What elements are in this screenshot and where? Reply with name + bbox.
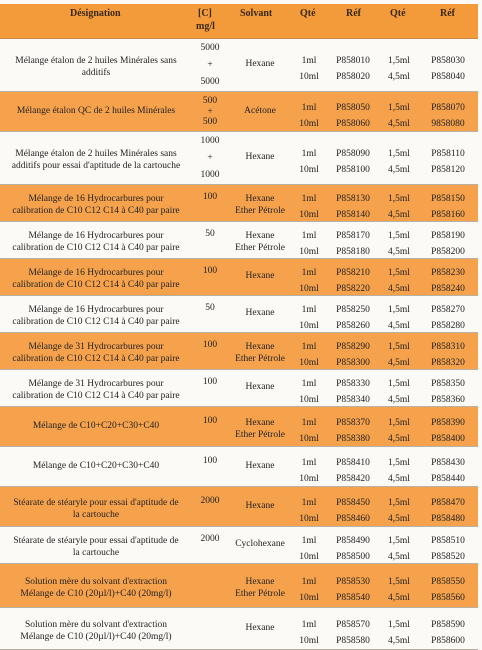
ref-4: P858200 [431,247,465,257]
table-row [0,296,478,333]
qty-3: 1,5ml [388,194,410,204]
qty-4: 4,5ml [388,284,410,294]
conc-value: 2000 [200,534,220,544]
solvent-2: Ether Pétrole [235,354,285,364]
ref-4: P858480 [431,514,465,524]
qty-1: 1ml [301,498,317,508]
designation-line-2: la cartouche [72,510,120,520]
qty-4: 4,5ml [388,395,410,405]
designation-line-2: calibration de C10 C12 C14 à C40 par paire [12,317,180,327]
qty-2: 10ml [299,72,319,82]
ref-3: P858470 [431,498,465,508]
ref-4: P858520 [431,552,465,562]
ref-1: P858210 [336,268,370,278]
qty-3: 1,5ml [388,268,410,278]
ref-3: P858510 [431,536,465,546]
qty-1: 1ml [301,418,317,428]
conc-value: 100 [202,340,218,350]
solvent-1: Hexane [245,623,275,633]
solvent-2: Ether Pétrole [235,243,285,253]
conc-value: 100 [202,377,218,387]
designation-line-1: Stéarate de stéaryle pour essai d'aptitude de [13,536,179,546]
qty-4: 4,5ml [388,593,410,603]
designation-line-1: Mélange de 31 Hydrocarbures pour [28,379,164,389]
designation-line-2: Mélange de C10 (20µl/l)+C40 (20mg/l) [20,589,172,599]
designation-line-1: Solution mère du solvant d'extraction [24,620,168,630]
header-qte2: Qté [390,8,406,19]
ref-2: P858140 [336,210,370,220]
ref-1: P858050 [336,103,370,113]
qty-4: 4,5ml [388,165,410,175]
ref-4: P858360 [431,395,465,405]
solvent-1: Hexane [245,194,275,204]
table-header [0,4,478,39]
solvent-1: Hexane [245,501,275,511]
ref-3: P858190 [431,231,465,241]
qty-3: 1,5ml [388,342,410,352]
ref-3: P858030 [431,56,465,66]
conc-value: 100 [202,416,218,426]
header-conc-unit: mg/l [196,21,215,32]
ref-4: 9858080 [431,119,465,129]
designation-line-2: Mélange de C10 (20µl/l)+C40 (20mg/l) [20,632,172,642]
ref-3: P858350 [431,379,465,389]
ref-1: P858010 [336,56,370,66]
table-row [0,259,478,296]
ref-1: P858290 [336,342,370,352]
conc-value: 2000 [200,496,220,506]
designation-line-2: additifs [81,68,111,78]
ref-3: P858070 [431,103,465,113]
ref-3: P858150 [431,194,465,204]
ref-1: P858370 [336,418,370,428]
table-row [0,92,478,132]
qty-2: 10ml [299,165,319,175]
header-ref2: Réf [440,8,455,19]
qty-4: 4,5ml [388,247,410,257]
table-row [0,39,478,92]
designation-line-1: Stéarate de stéaryle pour essai d'aptitude de [13,498,179,508]
qty-4: 4,5ml [388,321,410,331]
header-conc: [C] [198,8,212,19]
ref-3: P858590 [431,620,465,630]
table-row [0,564,478,608]
solvent-1: Hexane [245,418,275,428]
qty-2: 10ml [299,514,319,524]
qty-3: 1,5ml [388,231,410,241]
qty-4: 4,5ml [388,552,410,562]
ref-3: P858550 [431,577,465,587]
qty-1: 1ml [301,231,317,241]
solvent-1: Hexane [245,342,275,352]
conc-value: 50 [205,303,215,313]
qty-3: 1,5ml [388,418,410,428]
ref-4: P858160 [431,210,465,220]
table-row [0,527,478,564]
ref-2: P858540 [336,593,370,603]
designation-line-1: Mélange étalon de 2 huiles Minérales sans [15,149,177,159]
qty-1: 1ml [301,305,317,315]
ref-1: P858090 [336,149,370,159]
designation-line-2: calibration de C10 C12 C14 à C40 par paire [12,280,180,290]
solvent-1: Hexane [245,59,275,69]
designation-line-2: la cartouche [72,548,120,558]
header-ref1: Réf [346,8,361,19]
qty-3: 1,5ml [388,536,410,546]
qty-1: 1ml [301,379,317,389]
ref-2: P858180 [336,247,370,257]
header-designation: Désignation [70,8,121,19]
ref-1: P858530 [336,577,370,587]
ref-4: P858400 [431,434,465,444]
designation-line-1: Mélange de 16 Hydrocarbures pour [28,231,164,241]
qty-1: 1ml [301,56,317,66]
ref-3: P858390 [431,418,465,428]
solvent-1: Acétone [244,106,276,116]
qty-2: 10ml [299,395,319,405]
conc-value: 5000 [200,43,220,53]
qty-1: 1ml [301,268,317,278]
solvent-1: Hexane [245,577,275,587]
qty-2: 10ml [299,474,319,484]
designation-line-2: calibration de C10 C12 C14 à C40 par paire [12,391,180,401]
qty-4: 4,5ml [388,434,410,444]
designation-line-2: additifs pour essai d'aptitude de la cartouche [11,161,181,171]
table-row [0,370,478,407]
qty-4: 4,5ml [388,514,410,524]
ref-3: P858230 [431,268,465,278]
qty-3: 1,5ml [388,103,410,113]
ref-1: P858490 [336,536,370,546]
ref-2: P858220 [336,284,370,294]
designation-line-2: calibration de C10 C12 C14 à C40 par paire [12,243,180,253]
solvent-2: Ether Pétrole [235,589,285,599]
table-row [0,333,478,370]
designation-line-1: Mélange de 31 Hydrocarbures pour [28,342,164,352]
qty-1: 1ml [301,194,317,204]
table-row [0,447,478,487]
qty-3: 1,5ml [388,379,410,389]
conc-value-2: 500 [202,117,218,127]
ref-2: P858420 [336,474,370,484]
ref-4: P858560 [431,593,465,603]
conc-value-2: 5000 [200,77,220,87]
designation-line-1: Mélange de 16 Hydrocarbures pour [28,268,164,278]
designation-line-1: Mélange étalon de 2 huiles Minérales sans [15,56,177,66]
qty-4: 4,5ml [388,210,410,220]
designation-line-1: Mélange de 16 Hydrocarbures pour [28,305,164,315]
qty-1: 1ml [301,620,317,630]
qty-1: 1ml [301,149,317,159]
conc-value: 50 [205,229,215,239]
ref-4: P858600 [431,636,465,646]
conc-value: 100 [202,192,218,202]
qty-4: 4,5ml [388,358,410,368]
product-table [0,4,478,650]
qty-3: 1,5ml [388,56,410,66]
table-row [0,185,478,222]
solvent-1: Hexane [245,231,275,241]
solvent-1: Hexane [245,308,275,318]
conc-value: 1000 [200,136,220,146]
ref-1: P858570 [336,620,370,630]
conc-plus: + [207,107,213,117]
ref-3: P858310 [431,342,465,352]
ref-1: P858410 [336,458,370,468]
qty-1: 1ml [301,577,317,587]
table-row [0,407,478,447]
ref-2: P858260 [336,321,370,331]
table-row [0,222,478,259]
designation-line-1: Mélange étalon QC de 2 huiles Minérales [16,106,176,116]
qty-4: 4,5ml [388,72,410,82]
conc-plus: + [207,153,213,163]
qty-2: 10ml [299,434,319,444]
qty-4: 4,5ml [388,119,410,129]
qty-3: 1,5ml [388,620,410,630]
qty-1: 1ml [301,536,317,546]
designation-line-1: Mélange de C10+C20+C30+C40 [32,461,160,471]
ref-1: P858330 [336,379,370,389]
ref-1: P858450 [336,498,370,508]
qty-4: 4,5ml [388,636,410,646]
qty-2: 10ml [299,210,319,220]
ref-3: P858270 [431,305,465,315]
solvent-1: Hexane [245,271,275,281]
qty-3: 1,5ml [388,305,410,315]
qty-2: 10ml [299,552,319,562]
designation-line-1: Solution mère du solvant d'extraction [24,577,168,587]
ref-1: P858170 [336,231,370,241]
table-row [0,487,478,527]
header-solvant: Solvant [240,8,273,19]
qty-2: 10ml [299,119,319,129]
ref-4: P858240 [431,284,465,294]
ref-3: P858110 [431,149,465,159]
designation-line-1: Mélange de C10+C20+C30+C40 [32,421,160,431]
ref-2: P858380 [336,434,370,444]
ref-2: P858340 [336,395,370,405]
ref-2: P858500 [336,552,370,562]
designation-line-2: calibration de C10 C12 C14 à C40 par paire [12,354,180,364]
conc-value: 500 [202,96,218,106]
ref-1: P858250 [336,305,370,315]
table-row [0,608,478,650]
ref-4: P858120 [431,165,465,175]
ref-2: P858020 [336,72,370,82]
qty-1: 1ml [301,103,317,113]
qty-2: 10ml [299,321,319,331]
ref-3: P858430 [431,458,465,468]
qty-2: 10ml [299,358,319,368]
conc-value: 100 [202,456,218,466]
qty-3: 1,5ml [388,498,410,508]
qty-2: 10ml [299,284,319,294]
ref-2: P858100 [336,165,370,175]
ref-4: P858440 [431,474,465,484]
ref-2: P858300 [336,358,370,368]
ref-2: P858580 [336,636,370,646]
solvent-2: Ether Pétrole [235,206,285,216]
qty-3: 1,5ml [388,458,410,468]
ref-4: P858040 [431,72,465,82]
header-qte1: Qté [300,8,316,19]
ref-1: P858130 [336,194,370,204]
qty-2: 10ml [299,247,319,257]
conc-value: 100 [202,266,218,276]
qty-3: 1,5ml [388,577,410,587]
solvent-1: Cyclohexane [235,539,285,549]
qty-1: 1ml [301,342,317,352]
ref-2: P858460 [336,514,370,524]
ref-4: P858320 [431,358,465,368]
ref-2: P858060 [336,119,370,129]
designation-line-1: Mélange de 16 Hydrocarbures pour [28,194,164,204]
qty-1: 1ml [301,458,317,468]
ref-4: P858280 [431,321,465,331]
conc-value-2: 1000 [200,170,220,180]
solvent-1: Hexane [245,382,275,392]
solvent-1: Hexane [245,152,275,162]
qty-2: 10ml [299,636,319,646]
table-row [0,132,478,185]
solvent-1: Hexane [245,461,275,471]
qty-3: 1,5ml [388,149,410,159]
solvent-2: Ether Pétrole [235,430,285,440]
conc-plus: + [207,60,213,70]
designation-line-2: calibration de C10 C12 C14 à C40 par paire [12,206,180,216]
qty-2: 10ml [299,593,319,603]
qty-4: 4,5ml [388,474,410,484]
